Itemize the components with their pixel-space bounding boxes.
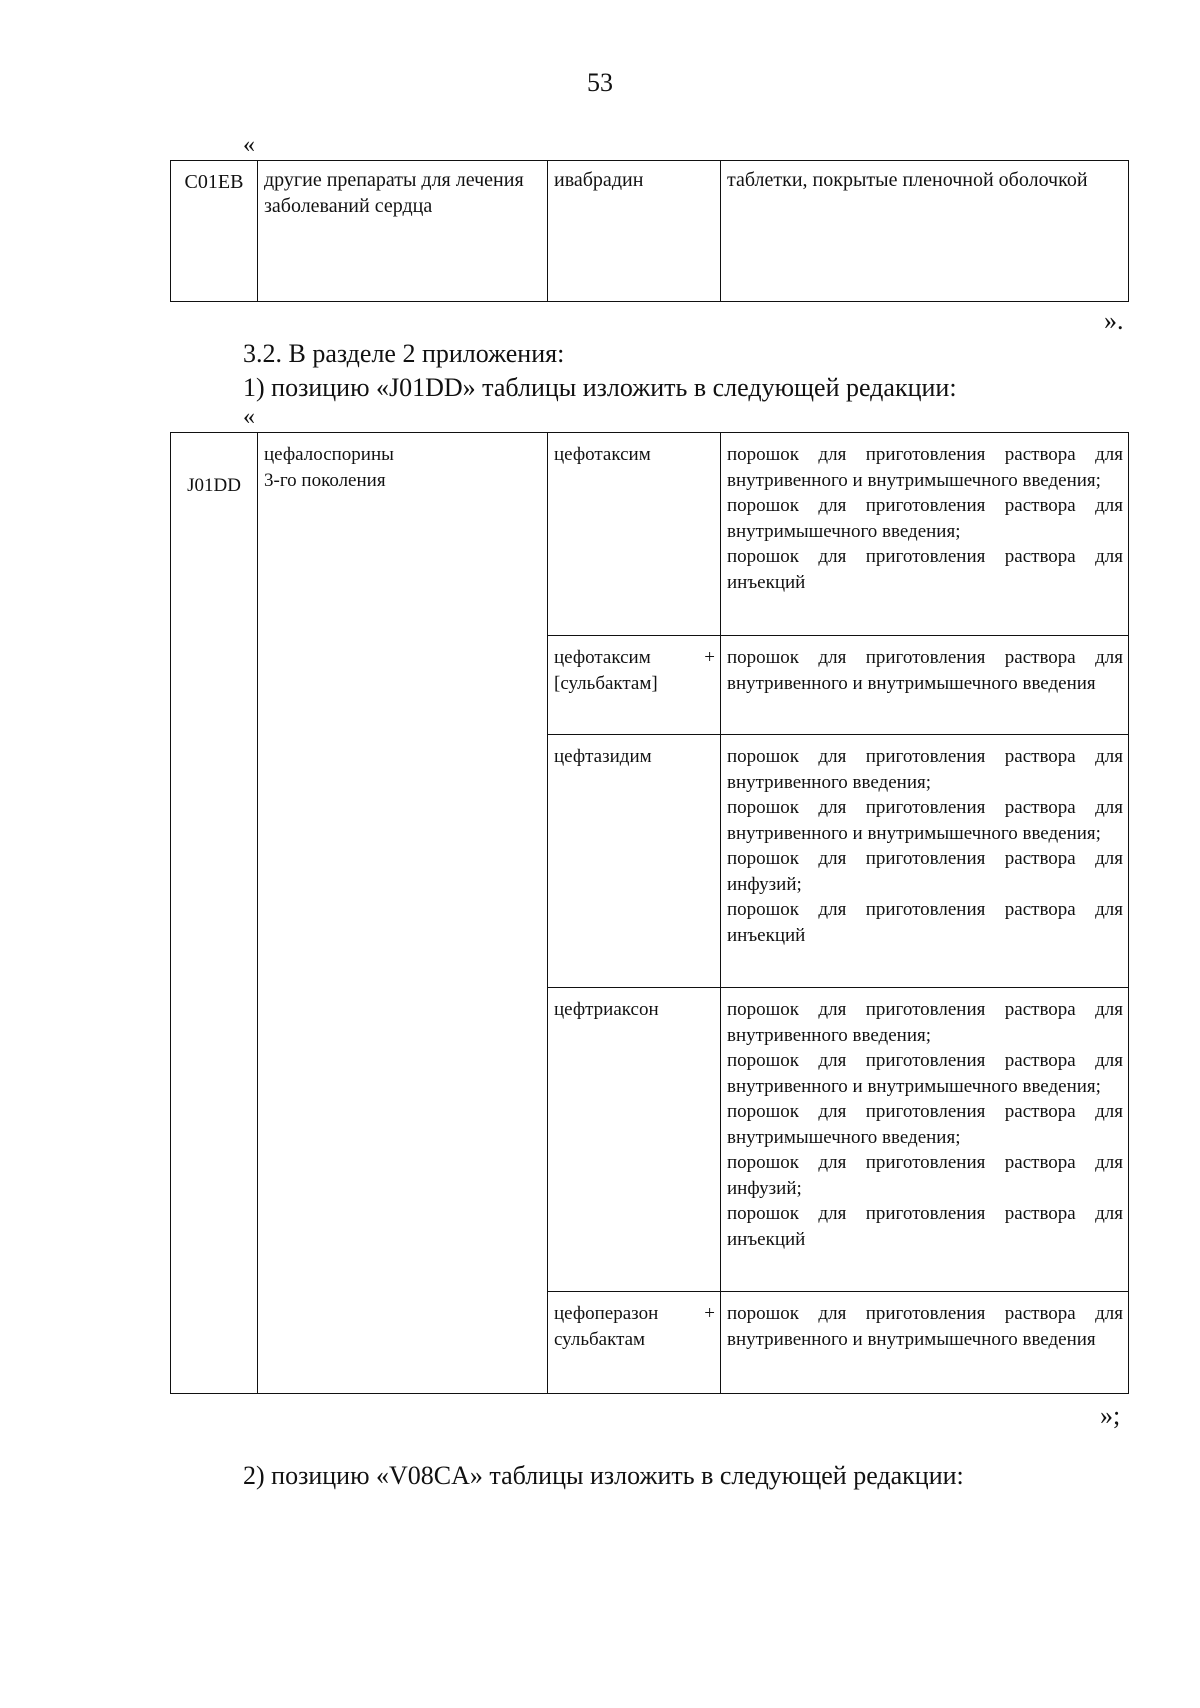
code-cell: J01DD <box>171 433 258 1394</box>
form-cell: порошок для приготовления раствора для внутривенного введения; порошок для приготовления раствора для внутривенного и внутримышечного введения; порошок для приготовления раствора для инфузий; порошок для приготовления раствора для инъекций <box>721 735 1129 988</box>
code-cell: C01EB <box>171 161 258 302</box>
drug-cell: ивабрадин <box>548 161 721 302</box>
item-1-text: 1) позицию «J01DD» таблицы изложить в следующей редакции: <box>243 373 957 402</box>
form-cell: порошок для приготовления раствора для внутривенного и внутримышечного введения; порошок для приготовления раствора для внутримышечного введения; порошок для приготовления раствора для инъекций <box>721 433 1129 636</box>
form-cell: порошок для приготовления раствора для внутривенного и внутримышечного введения <box>721 636 1129 735</box>
opening-quote: « <box>243 404 255 430</box>
group-cell: цефалоспорины 3-го поколения <box>258 433 548 1394</box>
drug-cell: цефоперазон + сульбактам <box>548 1292 721 1394</box>
closing-quote: »; <box>1100 1401 1121 1430</box>
form-cell: таблетки, покрытые пленочной оболочкой <box>721 161 1129 302</box>
drug-cell: цефотаксим + [сульбактам] <box>548 636 721 735</box>
page-number: 53 <box>587 68 613 97</box>
form-cell: порошок для приготовления раствора для внутривенного введения; порошок для приготовления раствора для внутривенного и внутримышечного введения; порошок для приготовления раствора для внутримышечного введения; порошок для приготовления раствора для инфузий; порошок для приготовления раствора для инъекций <box>721 988 1129 1292</box>
table-c01eb <box>170 160 1129 302</box>
closing-quote: ». <box>1104 306 1124 335</box>
opening-quote: « <box>243 132 255 158</box>
drug-cell: цефтриаксон <box>548 988 721 1292</box>
drug-cell: цефотаксим <box>548 433 721 636</box>
table-row <box>171 161 1129 302</box>
item-2-text: 2) позицию «V08CA» таблицы изложить в следующей редакции: <box>243 1461 964 1490</box>
table-j01dd <box>170 432 1129 1394</box>
group-cell: другие препараты для лечения заболеваний сердца <box>258 161 548 302</box>
table-row <box>171 433 1129 636</box>
section-heading: 3.2. В разделе 2 приложения: <box>243 339 565 368</box>
drug-cell: цефтазидим <box>548 735 721 988</box>
form-cell: порошок для приготовления раствора для внутривенного и внутримышечного введения <box>721 1292 1129 1394</box>
